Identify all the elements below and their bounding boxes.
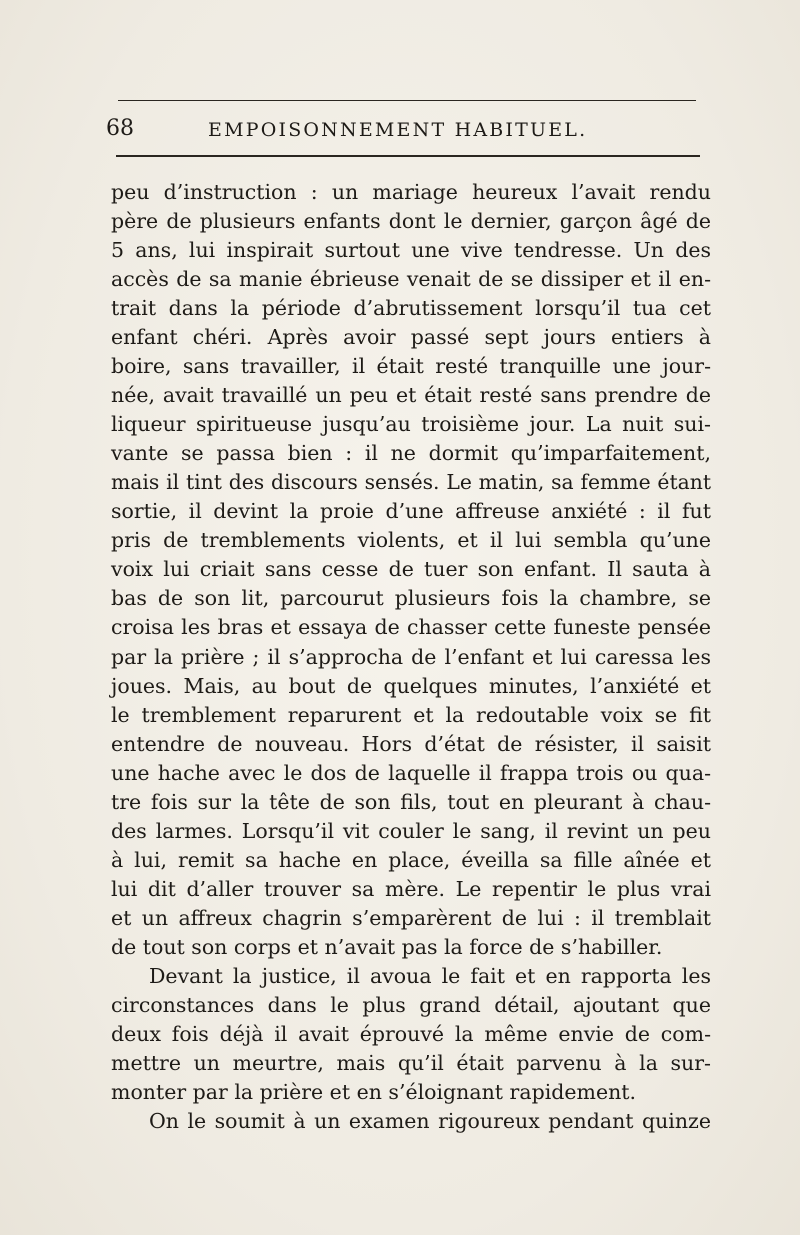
text-line: par la prière ; il s’approcha de l’enfant et lui caressa les [111, 644, 711, 669]
paragraph-start-line: On le soumit à un examen rigoureux pendant quinze [149, 1109, 711, 1133]
paragraph-end-line: monter par la prière et en s’éloignant rapidement. [111, 1079, 637, 1104]
text-line: entendre de nouveau. Hors d’état de résister, il saisit [111, 731, 711, 756]
text-line: des larmes. Lorsqu’il vit couler le sang, il revint un peu [111, 818, 711, 843]
text-line: accès de sa manie ébrieuse venait de se dissiper et il en- [111, 267, 711, 292]
text-line: trait dans la période d’abrutissement lorsqu’il tua cet [111, 296, 711, 321]
text-line: bas de son lit, parcourut plusieurs fois la chambre, se [111, 586, 711, 611]
text-line: liqueur spiritueuse jusqu’au troisième jour. La nuit sui- [111, 412, 711, 437]
text-line: et un affreux chagrin s’emparèrent de lui : il tremblait [111, 905, 711, 930]
text-line: pris de tremblements violents, et il lui sembla qu’une [111, 528, 711, 553]
text-line: voix lui criait sans cesse de tuer son enfant. Il sauta à [111, 557, 711, 582]
text-line: boire, sans travailler, il était resté tranquille une jour- [111, 354, 711, 379]
text-line: sortie, il devint la proie d’une affreuse anxiété : il fut [111, 499, 711, 524]
header-bottom-rule [116, 155, 700, 157]
paragraph-end-line: de tout son corps et n’avait pas la force de s’habiller. [111, 934, 663, 959]
text-line: joues. Mais, au bout de quelques minutes, l’anxiété et [111, 673, 711, 698]
page-number: 68 [106, 116, 134, 141]
text-line: née, avait travaillé un peu et était resté sans prendre de [111, 383, 711, 408]
text-line: à lui, remit sa hache en place, éveilla sa fille aînée et [111, 847, 711, 872]
text-line: une hache avec le dos de laquelle il frappa trois ou qua- [111, 760, 711, 785]
text-line: le tremblement reparurent et la redoutable voix se fit [111, 702, 711, 727]
header-top-rule [118, 100, 696, 101]
page-header [0, 112, 800, 146]
text-line: circonstances dans le plus grand détail, ajoutant que [111, 992, 711, 1017]
text-line: mais il tint des discours sensés. Le matin, sa femme étant [111, 470, 711, 495]
text-line: mettre un meurtre, mais qu’il était parvenu à la sur- [111, 1050, 711, 1075]
text-line: tre fois sur la tête de son fils, tout en pleurant à chau- [111, 789, 711, 814]
body-text [111, 178, 711, 1136]
running-title: EMPOISONNEMENT HABITUEL. [208, 119, 588, 141]
text-line: lui dit d’aller trouver sa mère. Le repentir le plus vrai [111, 876, 711, 901]
text-line: peu d’instruction : un mariage heureux l’avait rendu [111, 180, 711, 204]
paragraph-start-line: Devant la justice, il avoua le fait et en rapporta les [149, 963, 711, 988]
text-line: 5 ans, lui inspirait surtout une vive tendresse. Un des [111, 238, 711, 263]
text-line: enfant chéri. Après avoir passé sept jours entiers à [111, 325, 711, 350]
text-line: croisa les bras et essaya de chasser cette funeste pensée [111, 615, 711, 640]
text-line: deux fois déjà il avait éprouvé la même envie de com- [111, 1021, 711, 1046]
text-line: vante se passa bien : il ne dormit qu’imparfaitement, [111, 441, 711, 466]
text-line: père de plusieurs enfants dont le dernier, garçon âgé de [111, 209, 711, 234]
